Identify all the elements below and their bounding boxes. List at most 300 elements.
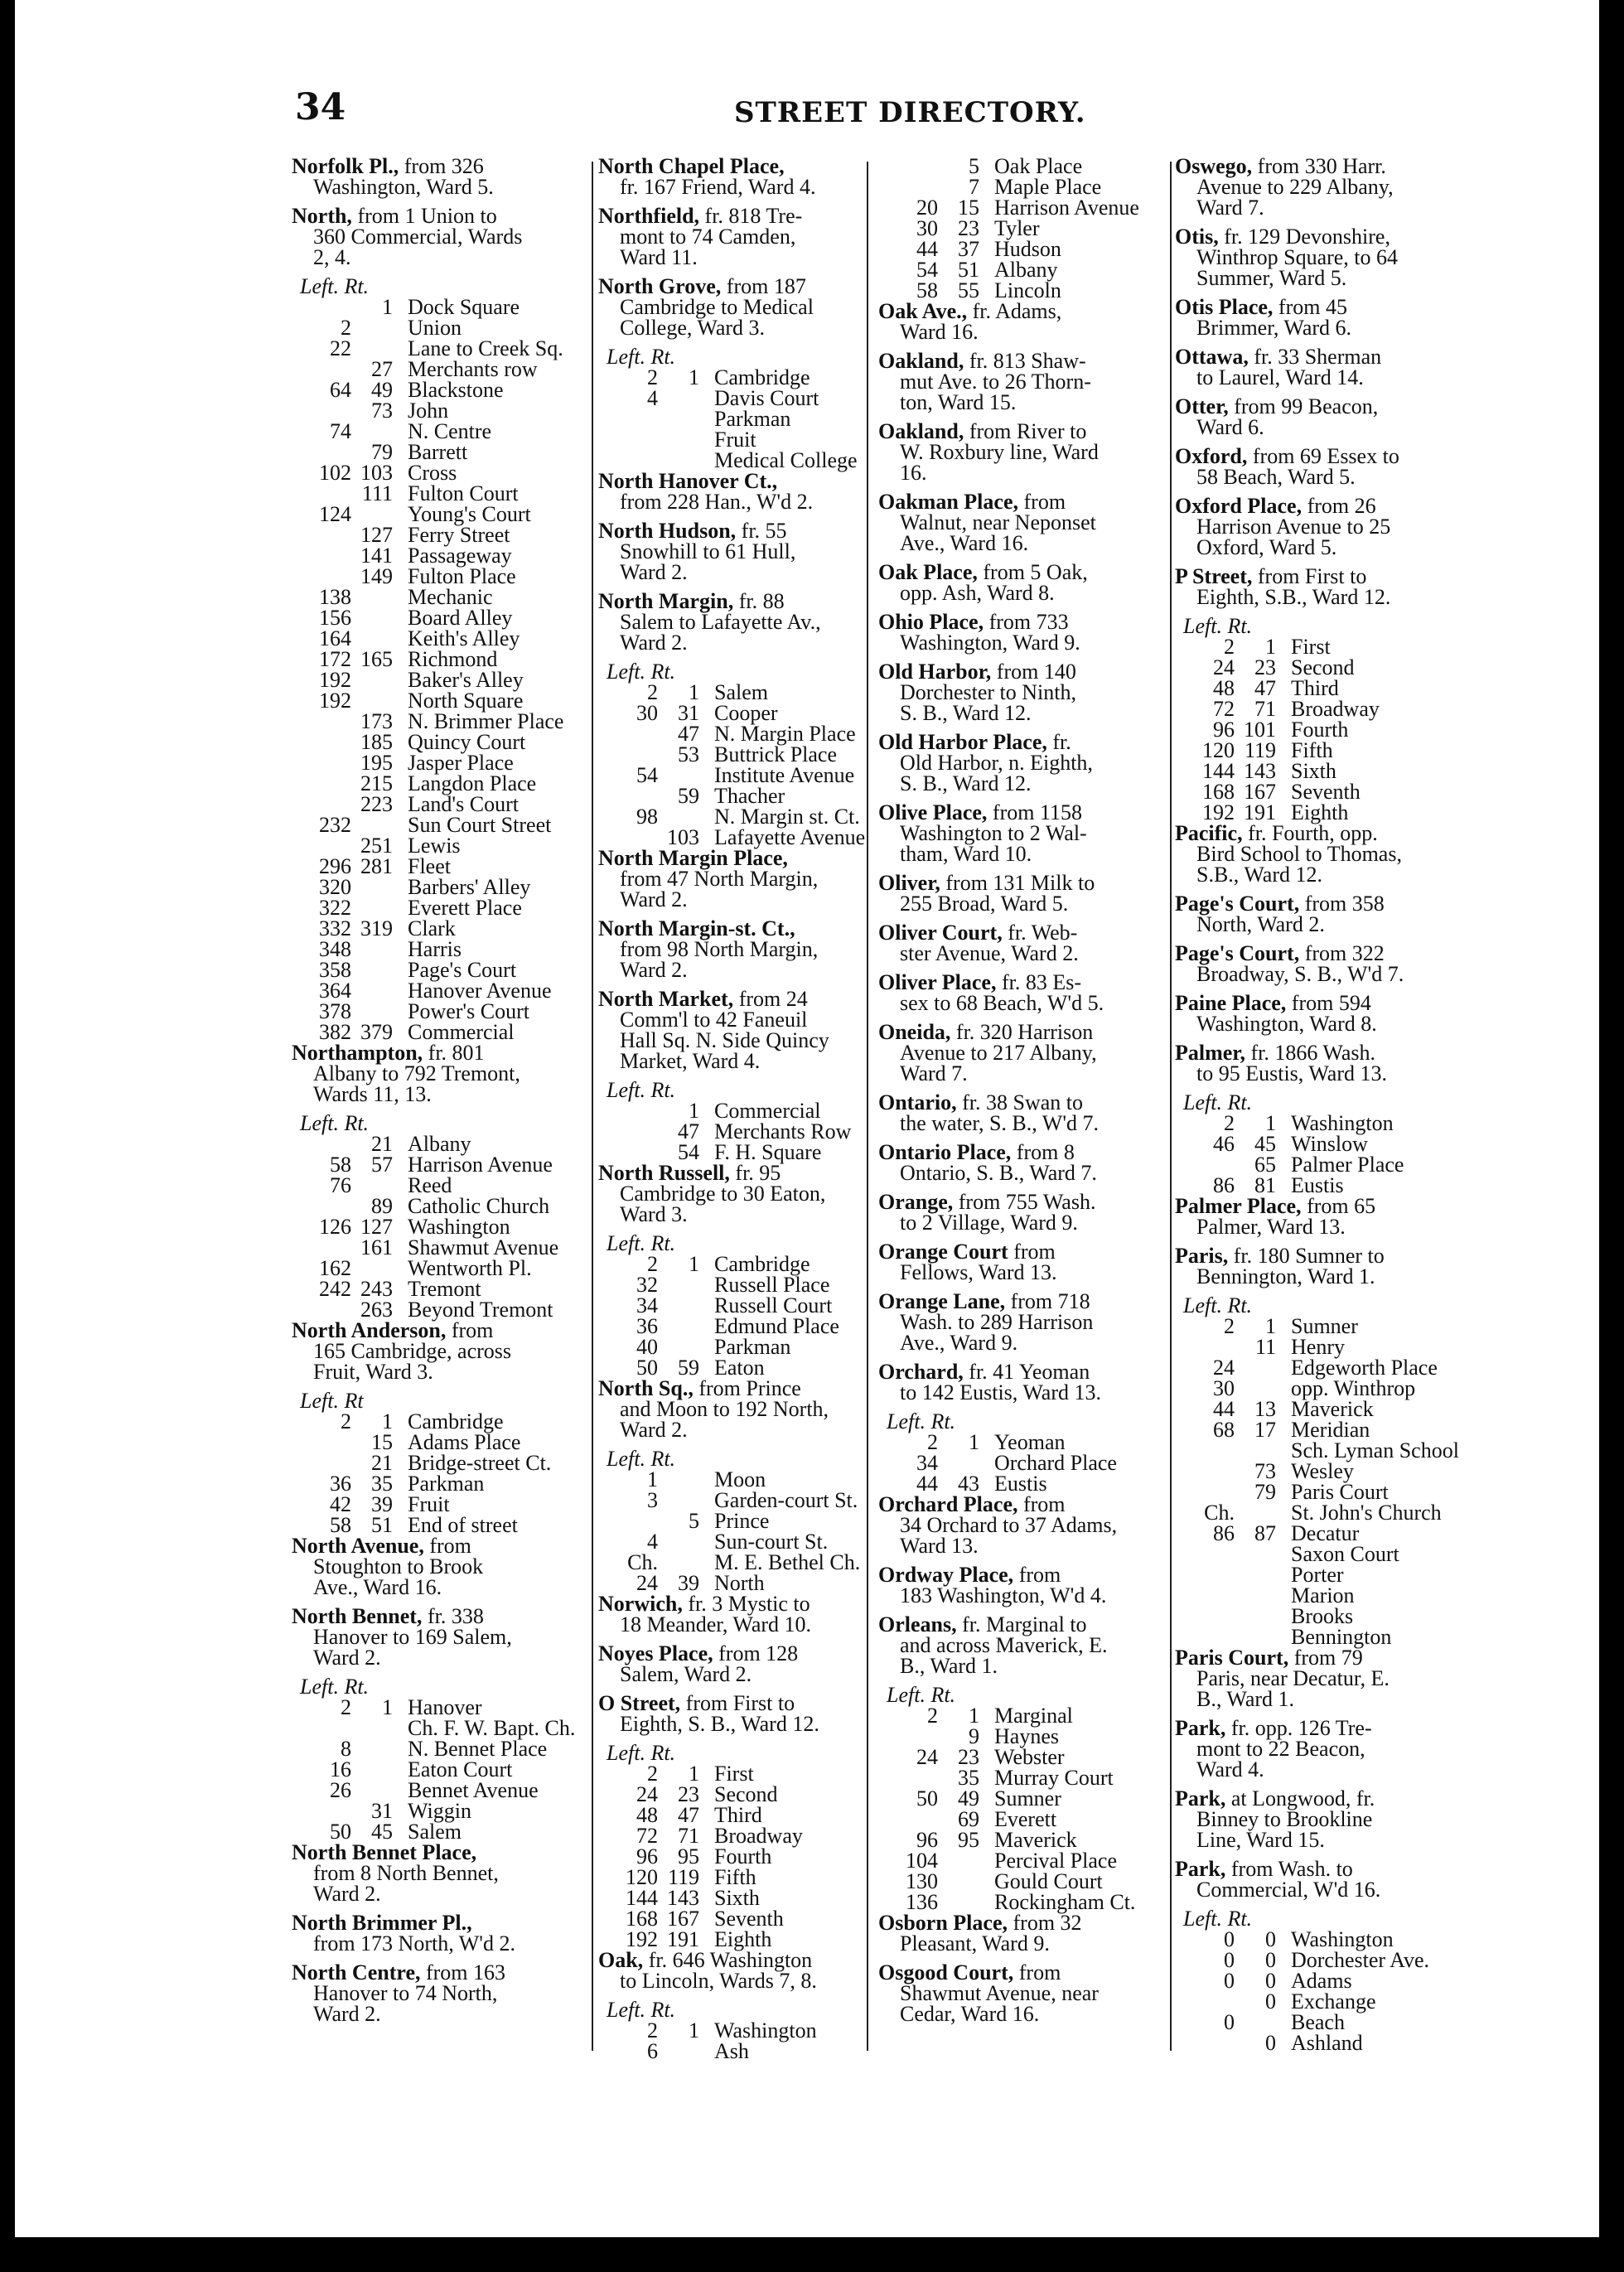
cross-street-row: [598, 1274, 877, 1295]
street-name: Page's Court,: [1175, 941, 1300, 965]
street-entry: [598, 471, 877, 512]
street-description: fr. opp. 126 Tre-: [1230, 1716, 1372, 1740]
street-name: Oliver,: [878, 871, 940, 895]
cross-street-name: Blackstone: [408, 378, 504, 402]
cross-street-row: [598, 1929, 877, 1950]
left-number: 2: [341, 1409, 351, 1433]
left-number: 20: [916, 196, 938, 220]
street-description: from 79: [1293, 1646, 1363, 1670]
cross-street-name: Hudson: [994, 237, 1061, 261]
street-description: from: [1018, 1563, 1061, 1587]
cross-street-name: Baker's Alley: [408, 668, 524, 692]
cross-street-row: [598, 1784, 877, 1805]
street-description: from: [1022, 1492, 1066, 1516]
entry-continuation: Cedar, Ward 16.: [900, 2002, 1040, 2026]
left-number: [292, 1299, 351, 1320]
entry-continuation: Ward 3.: [620, 1202, 688, 1226]
right-number: 1: [689, 1099, 699, 1123]
right-number: 1: [382, 1695, 393, 1719]
left-number: [598, 723, 658, 744]
entry-continuation: 16.: [900, 461, 927, 485]
left-right-label: Left. Rt.: [300, 1111, 370, 1135]
cross-street-row: [598, 1337, 877, 1357]
cross-street-name: Sun-court St.: [714, 1530, 829, 1554]
street-name: North Margin Place,: [598, 846, 788, 870]
right-number: [1235, 1606, 1276, 1627]
cross-street-row: [1175, 1544, 1468, 1564]
left-number: [292, 400, 351, 421]
right-number: 13: [1254, 1397, 1276, 1421]
right-number: 55: [958, 278, 979, 302]
entry-continuation: Salem to Lafayette Av.,: [620, 610, 821, 634]
right-number: [938, 1892, 979, 1912]
left-number: 68: [1213, 1418, 1235, 1442]
right-number: 35: [371, 1472, 393, 1496]
left-number: [292, 711, 351, 732]
left-number: 48: [1213, 676, 1235, 700]
cross-street-row: [1175, 1564, 1468, 1585]
cross-street-row: [598, 1763, 877, 1784]
entry-first-line: [878, 612, 1167, 632]
cross-street-name: Barrett: [408, 440, 468, 464]
cross-street-row: [598, 367, 877, 388]
street-entry: [292, 1320, 582, 1382]
left-number: 102: [319, 461, 351, 485]
cross-street-name: N. Centre: [408, 419, 492, 443]
cross-street-name: Maverick: [994, 1828, 1077, 1852]
street-entry: [878, 1962, 1167, 2024]
cross-street-row: [878, 1432, 1167, 1453]
entry-continuation: tham, Ward 10.: [900, 842, 1032, 866]
street-name: North Chapel Place,: [598, 154, 785, 178]
street-entry: [598, 1593, 877, 1635]
street-description: fr. 129 Devonshire,: [1224, 225, 1390, 249]
right-number: 15: [958, 196, 979, 220]
right-number: [1235, 2012, 1276, 2033]
entry-first-line: [598, 520, 877, 541]
street-description: from River to: [969, 419, 1087, 443]
cross-street-name: Rockingham Ct.: [994, 1890, 1136, 1914]
street-name: North Margin-st. Ct.,: [598, 916, 795, 940]
left-number: [1175, 1627, 1235, 1647]
cross-street-name: St. John's Church: [1291, 1501, 1442, 1525]
street-entry: [878, 1022, 1167, 1084]
street-name: Osgood Court,: [878, 1960, 1014, 1984]
cross-street-name: Cooper: [714, 701, 778, 725]
right-number: 45: [1254, 1132, 1276, 1156]
left-number: [598, 827, 658, 848]
right-number: 31: [371, 1799, 393, 1823]
left-number: [292, 359, 351, 379]
right-number: 165: [360, 647, 393, 671]
column-divider: [1170, 162, 1172, 2051]
left-number: 72: [636, 1824, 658, 1848]
entry-first-line: [598, 276, 877, 297]
left-number: 130: [906, 1869, 938, 1893]
left-number: 320: [319, 875, 351, 899]
cross-street-row: [598, 2041, 877, 2062]
cross-street-row: [598, 388, 877, 408]
left-number: 3: [647, 1488, 658, 1512]
left-number: 2: [341, 316, 351, 340]
right-number: [351, 1780, 393, 1801]
entry-first-line: [1175, 823, 1468, 844]
cross-street-name: Thacher: [714, 784, 785, 808]
right-number: [351, 628, 393, 649]
cross-street-row: [878, 239, 1167, 259]
right-number: 7: [969, 175, 979, 199]
cross-street-name: Richmond: [408, 647, 498, 671]
entry-first-line: [598, 1378, 877, 1399]
entry-continuation: Walnut, near Neponset: [900, 510, 1096, 534]
left-number: 50: [330, 1820, 351, 1844]
entry-continuation: W. Roxbury line, Ward: [900, 440, 1099, 464]
cross-street-name: Cambridge: [714, 365, 810, 389]
right-number: 39: [371, 1492, 393, 1516]
right-number: 49: [371, 378, 393, 402]
street-entry: [1175, 823, 1468, 885]
left-right-label: Left. Rt.: [1183, 614, 1253, 638]
right-number: 95: [678, 1844, 699, 1868]
cross-street-name: Barbers' Alley: [408, 875, 531, 899]
right-number: [351, 980, 393, 1001]
street-entry: [1175, 226, 1468, 288]
right-number: 17: [1254, 1418, 1276, 1442]
cross-street-row: [598, 1573, 877, 1593]
left-number: [1175, 1585, 1235, 1606]
cross-street-row: [292, 1001, 582, 1022]
right-number: 43: [958, 1472, 979, 1496]
left-right-label: Left. Rt.: [607, 1231, 676, 1255]
entry-first-line: [292, 1912, 582, 1933]
right-number: [1235, 1627, 1276, 1647]
cross-street-name: Parkman: [714, 407, 791, 431]
cross-street-row: [292, 1718, 582, 1738]
left-number: 2: [647, 365, 658, 389]
cross-street-row: [878, 1871, 1167, 1892]
right-number: 39: [678, 1571, 699, 1595]
cross-street-row: [292, 1237, 582, 1258]
entry-continuation: Ward 7.: [900, 1061, 968, 1085]
entry-first-line: [878, 802, 1167, 823]
right-number: [351, 317, 393, 338]
cross-street-row: [292, 421, 582, 442]
street-entry: [598, 1643, 877, 1685]
entry-first-line: [878, 922, 1167, 943]
right-number: 251: [360, 834, 393, 858]
cross-street-row: [292, 1175, 582, 1196]
entry-first-line: [878, 1142, 1167, 1163]
right-number: [938, 1871, 979, 1892]
street-entry: [878, 350, 1167, 413]
cross-street-name: Page's Court: [408, 958, 517, 982]
cross-street-row: [878, 218, 1167, 239]
entry-continuation: Broadway, S. B., W'd 7.: [1196, 962, 1404, 986]
cross-street-row: [292, 545, 582, 566]
entry-first-line: [1175, 943, 1468, 964]
cross-street-row: [1175, 1337, 1468, 1357]
cross-street-name: Tremont: [408, 1277, 481, 1301]
left-number: 192: [1202, 800, 1235, 824]
cross-street-name: Prince: [714, 1509, 770, 1533]
cross-street-row: [598, 1490, 877, 1511]
right-number: 53: [678, 742, 699, 766]
right-number: [658, 450, 699, 471]
cross-street-row: [1175, 1950, 1468, 1970]
left-number: 54: [916, 258, 938, 282]
entry-continuation: Washington, Ward 9.: [900, 631, 1080, 655]
street-description: fr. 1866 Wash.: [1250, 1041, 1375, 1065]
cross-street-row: [598, 429, 877, 450]
cross-street-name: opp. Winthrop: [1291, 1376, 1416, 1400]
cross-street-row: [292, 504, 582, 524]
cross-street-row: [598, 786, 877, 806]
left-number: 2: [647, 2018, 658, 2042]
cross-street-name: Lincoln: [994, 278, 1061, 302]
right-number: 143: [1244, 759, 1276, 783]
right-number: 95: [958, 1828, 979, 1852]
left-number: 162: [319, 1256, 351, 1280]
left-number: 332: [319, 916, 351, 940]
right-number: 23: [958, 1745, 979, 1769]
street-description: fr. 33 Sherman: [1254, 345, 1382, 369]
street-description: fr. 180 Sumner to: [1233, 1244, 1385, 1268]
cross-street-name: Everett Place: [408, 896, 522, 920]
entry-first-line: [878, 562, 1167, 583]
cross-street-name: Ch. F. W. Bapt. Ch.: [408, 1716, 576, 1740]
street-entry: [878, 1564, 1167, 1606]
left-number: 126: [319, 1215, 351, 1239]
entry-continuation: Cambridge to Medical: [620, 295, 814, 319]
left-number: 0: [1224, 1927, 1235, 1951]
street-entry: [1175, 297, 1468, 338]
right-number: 71: [1254, 697, 1276, 721]
street-name: Pacific,: [1175, 821, 1243, 845]
cross-street-row: [292, 297, 582, 317]
entry-first-line: [1175, 156, 1468, 176]
cross-street-row: [598, 450, 877, 471]
right-number: [351, 1738, 393, 1759]
right-number: [658, 1274, 699, 1295]
entry-continuation: Hall Sq. N. Side Quincy: [620, 1028, 829, 1052]
cross-street-row: [292, 835, 582, 856]
street-name: North Sq.,: [598, 1376, 694, 1400]
left-right-label: Left. Rt.: [607, 1998, 676, 2022]
right-number: [658, 1469, 699, 1490]
cross-street-row: [292, 338, 582, 359]
right-number: [351, 504, 393, 524]
cross-street-name: Maverick: [1291, 1397, 1374, 1421]
cross-street-name: Orchard Place: [994, 1451, 1117, 1475]
right-number: 111: [361, 481, 393, 505]
cross-street-name: Commercial: [714, 1099, 821, 1123]
cross-street-row: [598, 703, 877, 723]
street-entry: [292, 156, 582, 197]
street-entry: [598, 1693, 877, 1734]
cross-street-name: Beyond Tremont: [408, 1298, 553, 1322]
left-number: 36: [330, 1472, 351, 1496]
street-description: from 45: [1278, 295, 1347, 319]
right-number: [1235, 1440, 1276, 1461]
cross-street-row: [1175, 636, 1468, 657]
right-number: [351, 1759, 393, 1780]
cross-street-name: Merchants row: [408, 357, 538, 381]
street-entry: [878, 1092, 1167, 1134]
cross-street-row: [598, 765, 877, 786]
left-number: [1175, 1564, 1235, 1585]
left-number: [1175, 1440, 1235, 1461]
right-number: 45: [371, 1820, 393, 1844]
entry-continuation: Harrison Avenue to 25: [1196, 515, 1391, 539]
right-number: [658, 1337, 699, 1357]
street-name: Oak Place,: [878, 560, 978, 584]
street-description: from First to: [1257, 564, 1367, 588]
cross-street-row: [878, 1747, 1167, 1767]
cross-street-name: Dorchester Ave.: [1291, 1948, 1430, 1972]
cross-street-row: [292, 1515, 582, 1535]
entry-continuation: ster Avenue, Ward 2.: [900, 941, 1079, 965]
street-entry: [1175, 396, 1468, 437]
cross-street-name: Brooks: [1291, 1604, 1354, 1628]
street-entry: [878, 1192, 1167, 1233]
right-number: [1235, 1502, 1276, 1523]
street-entry: [598, 205, 877, 268]
right-number: 185: [360, 730, 393, 754]
entry-continuation: Bennington, Ward 1.: [1196, 1264, 1375, 1288]
cross-street-row: [598, 1100, 877, 1121]
street-name: Noyes Place,: [598, 1641, 713, 1665]
left-number: 120: [1202, 738, 1235, 762]
right-number: [1235, 1357, 1276, 1378]
cross-street-row: [292, 1453, 582, 1473]
left-number: 58: [916, 278, 938, 302]
street-entry: [598, 156, 877, 197]
right-number: 37: [958, 237, 979, 261]
entry-first-line: [878, 1022, 1167, 1042]
entry-first-line: [1175, 396, 1468, 417]
street-name: Page's Court,: [1175, 892, 1300, 916]
cross-street-row: [598, 1511, 877, 1531]
entry-first-line: [1175, 1042, 1468, 1063]
cross-street-row: [598, 1846, 877, 1867]
right-number: 31: [678, 701, 699, 725]
street-description: fr. Web-: [1008, 921, 1078, 945]
street-entry: [292, 1962, 582, 2024]
entry-continuation: fr. 167 Friend, Ward 4.: [620, 175, 816, 199]
entry-first-line: [1175, 1245, 1468, 1266]
street-description: fr. 818 Tre-: [704, 204, 803, 228]
cross-street-name: Salem: [408, 1820, 462, 1844]
cross-street-name: Power's Court: [408, 999, 529, 1023]
cross-street-name: Tyler: [994, 216, 1040, 240]
cross-street-name: Saxon Court: [1291, 1542, 1399, 1566]
cross-street-name: Fifth: [714, 1865, 756, 1889]
street-entry: [878, 1291, 1167, 1353]
right-number: [658, 1490, 699, 1511]
cross-street-name: North Square: [408, 689, 524, 713]
street-description: from 1 Union to: [357, 204, 497, 228]
street-name: Oliver Court,: [878, 921, 1003, 945]
left-right-label: Left. Rt.: [300, 274, 370, 298]
cross-street-name: Washington: [408, 1215, 510, 1239]
right-number: 1: [689, 365, 699, 389]
cross-street-name: Eustis: [994, 1472, 1047, 1496]
cross-street-name: Bennington: [1291, 1625, 1392, 1649]
cross-street-name: Buttrick Place: [714, 742, 838, 766]
entry-continuation: Ward 2.: [620, 958, 688, 982]
cross-street-row: [292, 1821, 582, 1842]
street-entry: [878, 1361, 1167, 1403]
entry-continuation: Ward 2.: [313, 1882, 381, 1906]
entry-first-line: [292, 1962, 582, 1983]
right-number: 49: [958, 1786, 979, 1810]
cross-street-name: Edgeworth Place: [1291, 1356, 1438, 1380]
cross-street-name: Fourth: [714, 1844, 772, 1868]
entry-continuation: mont to 22 Beacon,: [1196, 1737, 1365, 1761]
entry-continuation: Ward 16.: [900, 320, 979, 344]
cross-street-name: Union: [408, 316, 462, 340]
right-number: 81: [1254, 1173, 1276, 1197]
entry-continuation: to Lincoln, Wards 7, 8.: [620, 1969, 817, 1993]
cross-street-row: [1175, 802, 1468, 823]
street-description: fr. 95: [735, 1161, 781, 1185]
cross-street-row: [1175, 1606, 1468, 1627]
entry-first-line: [878, 1092, 1167, 1113]
cross-street-name: Oak Place: [994, 154, 1083, 178]
left-number: 382: [319, 1020, 351, 1044]
left-number: 192: [319, 689, 351, 713]
cross-street-row: [598, 1552, 877, 1573]
cross-street-row: [598, 827, 877, 848]
entry-continuation: Oxford, Ward 5.: [1196, 535, 1337, 559]
left-right-label: Left. Rt.: [607, 1741, 676, 1765]
street-description: from 32: [1013, 1911, 1082, 1935]
street-description: fr. 88: [738, 589, 785, 613]
cross-street-name: Meridian: [1291, 1418, 1370, 1442]
entry-continuation: Commercial, W'd 16.: [1196, 1878, 1381, 1902]
entry-continuation: Washington to 2 Wal-: [900, 821, 1087, 845]
left-number: 24: [916, 1745, 938, 1769]
entry-continuation: Snowhill to 61 Hull,: [620, 539, 796, 563]
right-number: 127: [360, 523, 393, 547]
cross-street-name: Cambridge: [408, 1409, 504, 1433]
left-number: 34: [636, 1293, 658, 1317]
entry-continuation: Comm'l to 42 Faneuil: [620, 1008, 808, 1032]
cross-street-name: Sumner: [994, 1786, 1061, 1810]
street-entry: [292, 1842, 582, 1904]
street-description: at Longwood, fr.: [1230, 1786, 1375, 1810]
street-description: fr. Marginal to: [962, 1612, 1087, 1636]
left-number: 2: [1224, 635, 1235, 659]
left-number: 378: [319, 999, 351, 1023]
cross-street-row: [292, 628, 582, 649]
cross-street-name: N. Margin Place: [714, 722, 856, 746]
entry-continuation: from 228 Han., W'd 2.: [620, 490, 814, 514]
right-number: [658, 408, 699, 429]
left-number: 4: [647, 1530, 658, 1554]
right-number: 127: [360, 1215, 393, 1239]
cross-street-row: [1175, 1970, 1468, 1991]
left-number: 232: [319, 813, 351, 837]
left-right-label: Left. Rt.: [1183, 1907, 1253, 1931]
left-number: [1175, 2033, 1235, 2053]
entry-continuation: 18 Meander, Ward 10.: [620, 1612, 812, 1636]
left-number: 98: [636, 805, 658, 829]
left-number: 30: [1213, 1376, 1235, 1400]
street-entry: [878, 1912, 1167, 1954]
cross-street-row: [1175, 1357, 1468, 1378]
cross-street-row: [1175, 1482, 1468, 1502]
